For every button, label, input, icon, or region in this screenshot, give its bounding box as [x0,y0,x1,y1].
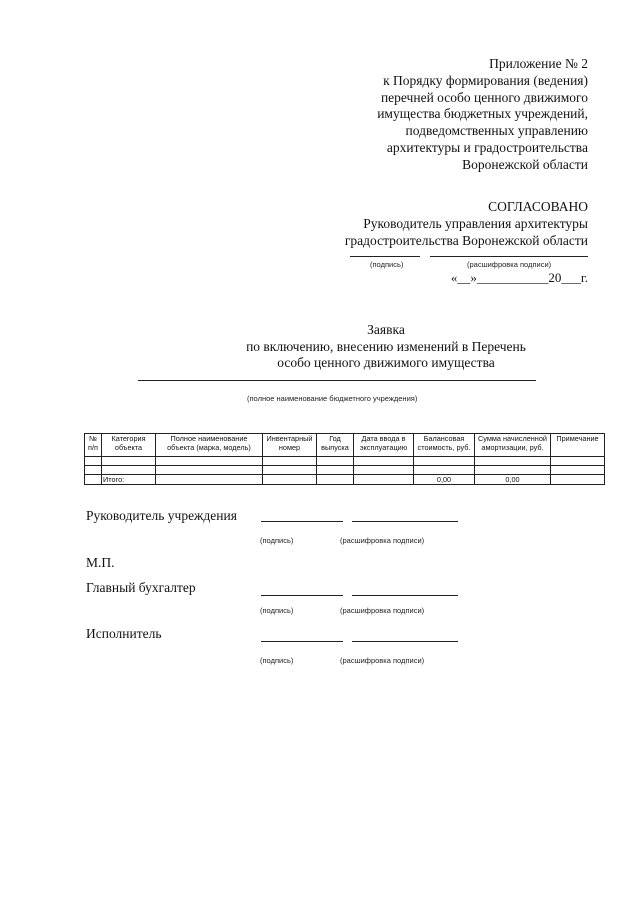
appendix-line: архитектуры и градостроительства [386,139,588,155]
accountant-decoding-line[interactable] [352,595,458,596]
table-cell [263,475,317,485]
table-cell[interactable] [551,466,605,475]
title-line: Заявка [367,322,405,337]
approval-signature-caption: (подпись) [370,260,404,269]
approval-decoding-line[interactable] [430,256,588,257]
column-header: Примечание [551,434,605,457]
accountant-label: Главный бухгалтер [86,580,196,595]
head-signature-caption: (подпись) [260,536,294,545]
table-cell[interactable] [317,466,354,475]
head-decoding-caption: (расшифровка подписи) [340,536,425,545]
column-header: Год выпуска [317,434,354,457]
table-cell[interactable] [414,457,475,466]
approval-decoding-caption: (расшифровка подписи) [467,260,552,269]
table-row[interactable] [85,466,605,475]
stamp-label: М.П. [86,555,115,570]
table-cell[interactable] [551,457,605,466]
table-cell [156,475,263,485]
appendix-header [377,56,588,174]
total-label: Итого: [102,475,156,485]
head-signature-line[interactable] [261,521,343,522]
document-title [0,322,640,372]
table-cell[interactable] [102,466,156,475]
approval-heading: СОГЛАСОВАНО [488,199,588,214]
table-row[interactable] [85,457,605,466]
appendix-line: перечней особо ценного движимого [380,89,588,105]
total-balance: 0,00 [414,475,475,485]
table-cell [85,475,102,485]
title-line: по включению, внесению изменений в Перечень [246,338,526,354]
table-cell[interactable] [354,457,414,466]
institution-caption: (полное наименование бюджетного учреждения) [247,394,418,403]
executor-label: Исполнитель [86,626,162,641]
executor-signature-line[interactable] [261,641,343,642]
executor-decoding-caption: (расшифровка подписи) [340,656,425,665]
column-header: Инвентарный номер [263,434,317,457]
approval-line: Руководитель управления архитектуры [363,215,588,231]
table-cell[interactable] [414,466,475,475]
table-cell[interactable] [85,466,102,475]
approval-date[interactable]: «__»___________20___г. [450,270,588,285]
table-cell[interactable] [156,457,263,466]
table-cell[interactable] [475,457,551,466]
table-cell [354,475,414,485]
column-header: Сумма начисленной амортизации, руб. [475,434,551,457]
table-cell[interactable] [354,466,414,475]
property-table [84,433,605,485]
table-cell[interactable] [317,457,354,466]
head-label: Руководитель учреждения [86,508,237,523]
table-cell [317,475,354,485]
accountant-decoding-caption: (расшифровка подписи) [340,606,425,615]
table-cell[interactable] [263,457,317,466]
column-header: № п/п [85,434,102,457]
table-cell[interactable] [85,457,102,466]
table-total-row [85,475,605,485]
appendix-line: имущества бюджетных учреждений, [377,106,588,122]
column-header: Балансовая стоимость, руб. [414,434,475,457]
appendix-line: Воронежской области [462,156,588,172]
table-cell[interactable] [102,457,156,466]
appendix-line: к Порядку формирования (ведения) [383,72,588,88]
appendix-line: Приложение № 2 [489,56,588,71]
table-cell[interactable] [475,466,551,475]
total-amortization: 0,00 [475,475,551,485]
table-header-row [85,434,605,457]
executor-signature-caption: (подпись) [260,656,294,665]
approval-line: градостроительства Воронежской области [344,232,588,248]
accountant-signature-line[interactable] [261,595,343,596]
column-header: Полное наименование объекта (марка, модель) [156,434,263,457]
appendix-line: подведомственных управлению [405,123,588,139]
institution-name-line[interactable] [138,380,536,381]
column-header: Дата ввода в эксплуатацию [354,434,414,457]
title-line: особо ценного движимого имущества [277,355,495,370]
head-decoding-line[interactable] [352,521,458,522]
column-header: Категория объекта [102,434,156,457]
table-cell [551,475,605,485]
approval-signature-line[interactable] [350,256,420,257]
accountant-signature-caption: (подпись) [260,606,294,615]
executor-decoding-line[interactable] [352,641,458,642]
table-cell[interactable] [156,466,263,475]
table-cell[interactable] [263,466,317,475]
approval-block [345,199,588,249]
